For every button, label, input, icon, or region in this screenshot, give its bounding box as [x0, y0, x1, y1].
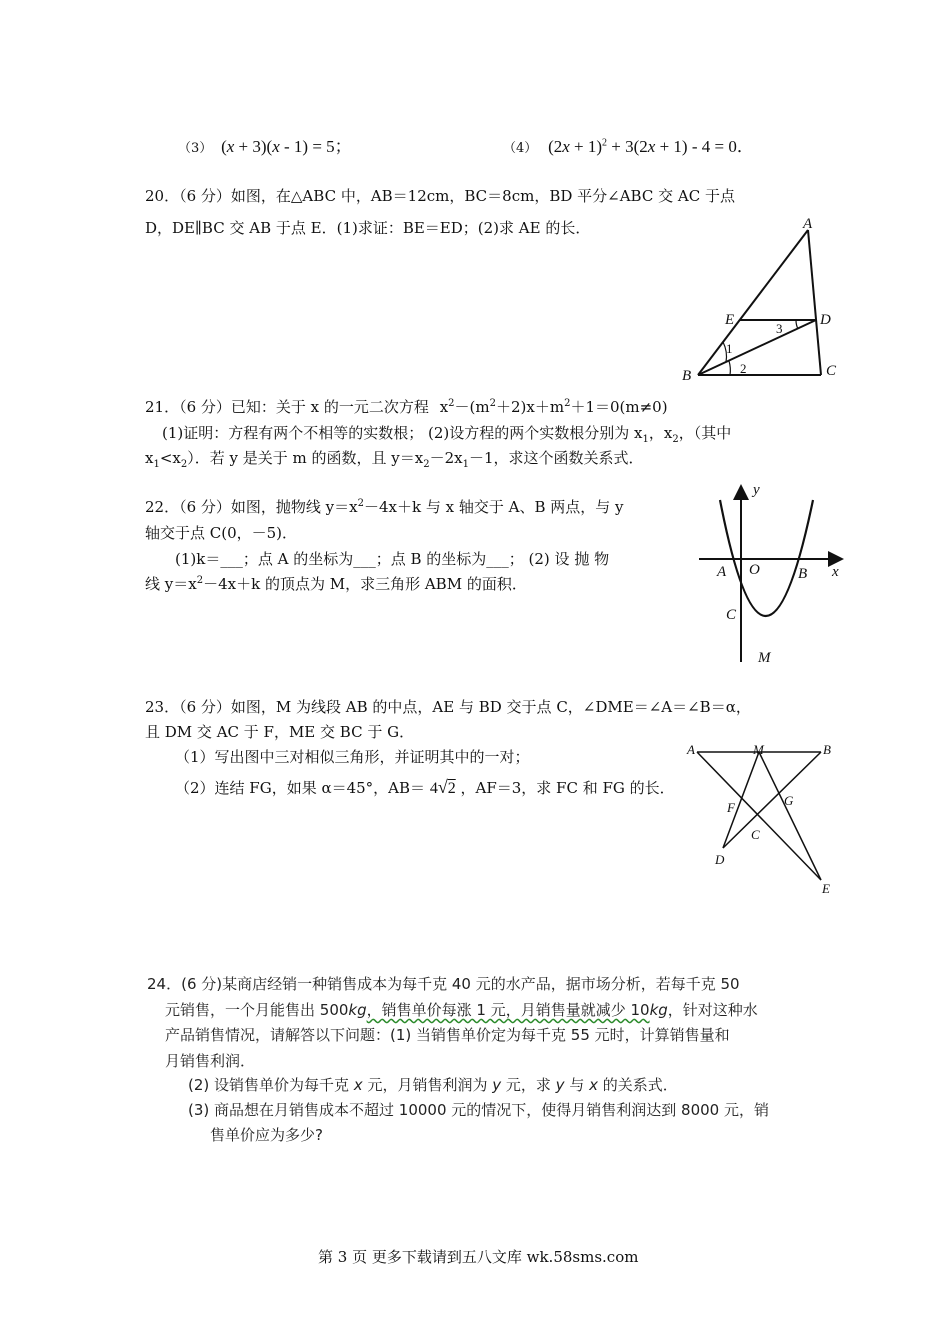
q21-line3-end: －1，求这个函数关系式．	[469, 449, 644, 467]
q22-parabola-figure	[695, 482, 855, 667]
q24-unit-kg-2: kg	[649, 1001, 668, 1019]
q23-label-C: C	[751, 827, 760, 842]
q24-line1: 24．(6 分)某商店经销一种销售成本为每千克 40 元的水产品，据市场分析，若每千克 50	[147, 975, 740, 993]
q22-label-x: x	[832, 564, 839, 580]
q19-part3	[178, 132, 352, 157]
q20-angle-2: 2	[740, 361, 747, 376]
q24-line5a: (2) 设销售单价为每千克	[188, 1076, 354, 1094]
q23-label-F: F	[727, 800, 735, 815]
q20-triangle-figure	[678, 218, 848, 388]
q22-line4-tail: －4x＋k 的顶点为 M，求三角形 ABM 的面积．	[203, 575, 527, 593]
q23-label-D: D	[715, 852, 725, 867]
q23-line4-prefix: （2）连结 FG，如果 α＝45°，AB＝	[175, 779, 426, 797]
q23-label-M: M	[753, 742, 764, 757]
q23-label-B: B	[823, 742, 831, 757]
q22-label-M: M	[758, 650, 771, 666]
q22-line1: 22．（6 分）如图，抛物线 $y=x^2-4x+k$ 与 x 轴交于 A、B 两点，与 y	[145, 498, 624, 516]
q23-line1: 23．（6 分）如图，M 为线段 AB 的中点，AE 与 BD 交于点 C，∠DME＝∠A＝∠B＝α，	[145, 698, 751, 716]
q22-line4: 线 $y=x^2-4x+k$ 的顶点为 M，求三角形 ABM 的面积．	[145, 575, 527, 593]
q24-unit-kg-1: kg	[348, 1001, 367, 1019]
q24-var-y-1: y	[492, 1076, 502, 1094]
q20-angle-3: 3	[776, 321, 783, 336]
q23-sqrt: 4√2	[429, 777, 456, 797]
q23-label-E: E	[822, 881, 830, 896]
q19-part4	[503, 132, 754, 157]
q22-label-C: C	[726, 607, 737, 623]
q24-line2a: 元销售，一个月能售出 500	[165, 1001, 349, 1019]
q24-var-y-2: y	[555, 1076, 565, 1094]
q19-part3-label: （3）	[178, 141, 213, 156]
q24-line4: 月销售利润．	[165, 1052, 256, 1070]
q20-label-D: D	[820, 312, 831, 328]
q24-line2b: ，销售单价每涨 1 元，月销售量就减少 10	[366, 1001, 650, 1019]
q21-line2: (1)证明：方程有两个不相等的实数根； (2)设方程的两个实数根分别为 $x_1$，$x_2$，（其中	[162, 424, 732, 445]
q24-line6: (3) 商品想在月销售成本不超过 10000 元的情况下，使得月销售利润达到 8000 元，销	[188, 1101, 769, 1119]
q22-line3: (1)k＝___；点 A 的坐标为___；点 B 的坐标为___； (2) 设 抛 物	[175, 550, 610, 568]
q21-line1	[145, 396, 668, 417]
q22-line2: 轴交于点 C(0，－5)．	[145, 524, 298, 542]
q23-label-G: G	[784, 793, 794, 808]
q23-line4-suffix: ，AF＝3，求 FC 和 FG 的长．	[460, 779, 675, 797]
q24-line5e: 的关系式．	[598, 1076, 678, 1094]
q21-line3: $x_1<x_2$）．若 y 是关于 m 的函数，且 $y=x_2-2x_1-1$，求这个函数关系式．	[145, 449, 644, 470]
q22-label-A: A	[717, 564, 727, 580]
q21-line1-prefix: 21．（6 分）已知：关于 x 的一元二次方程	[145, 398, 429, 416]
q21-line2-text: (1)证明：方程有两个不相等的实数根； (2)设方程的两个实数根分别为 x	[162, 424, 643, 442]
q19-part3-equation: (x + 3)(x - 1) = 5；	[221, 137, 352, 156]
q24-line5	[188, 1074, 678, 1095]
q22-line1-tail: －4x＋k 与 x 轴交于 A、B 两点，与 y	[363, 498, 624, 516]
q22-line4-head: 线 y＝x	[145, 575, 197, 593]
q20-line2: D，DE∥BC 交 AB 于点 E．(1)求证：BE＝ED；(2)求 AE 的长．	[145, 219, 591, 237]
q22-label-B: B	[798, 566, 808, 582]
q24-var-x-2: x	[589, 1076, 598, 1094]
q24-line5b: 元，月销售利润为	[362, 1076, 493, 1094]
q22-label-O: O	[749, 562, 760, 578]
q24-line2c: ，针对这种水	[667, 1001, 758, 1019]
q20-label-A: A	[803, 216, 813, 232]
q20-angle-1: 1	[726, 341, 733, 356]
q23-triangles-figure	[685, 740, 845, 900]
q23-label-A: A	[687, 742, 695, 757]
q20-label-E: E	[725, 312, 735, 328]
q23-line4	[175, 777, 675, 798]
q24-var-x-1: x	[353, 1076, 363, 1094]
q20-line1: 20．（6 分）如图，在△ABC 中，AB＝12cm，BC＝8cm，BD 平分∠ABC 交 AC 于点	[145, 187, 735, 205]
q20-label-C: C	[826, 363, 837, 379]
q19-part4-equation: $(2x + 1)^2 + 3(2x + 1) - 4 = 0$．	[548, 137, 754, 156]
q24-line7: 售单价应为多少?	[210, 1126, 323, 1144]
q23-line2: 且 DM 交 AC 于 F，ME 交 BC 于 G．	[145, 723, 415, 741]
q24-line5d: 与	[564, 1076, 590, 1094]
q22-line1-head: 22．（6 分）如图，抛物线 y＝x	[145, 498, 358, 516]
page-footer: 第 3 页 更多下载请到五八文库 wk.58sms.com	[318, 1248, 639, 1266]
q24-line2	[165, 999, 758, 1020]
q20-label-B: B	[682, 368, 692, 384]
q19-part4-label: （4）	[503, 141, 538, 156]
q24-line5c: 元，求	[501, 1076, 556, 1094]
q22-label-y: y	[753, 482, 760, 498]
q24-line3: 产品销售情况，请解答以下问题：(1) 当销售单价定为每千克 55 元时，计算销售量和	[165, 1026, 730, 1044]
q21-line3-tail: ．若 y 是关于 m 的函数，且 y＝x	[194, 449, 424, 467]
q21-equation: $x^2-(m^2+2)x+m^2+1=0(m\ne 0)$	[439, 398, 668, 416]
q23-line3: （1）写出图中三对相似三角形，并证明其中的一对；	[175, 748, 530, 766]
